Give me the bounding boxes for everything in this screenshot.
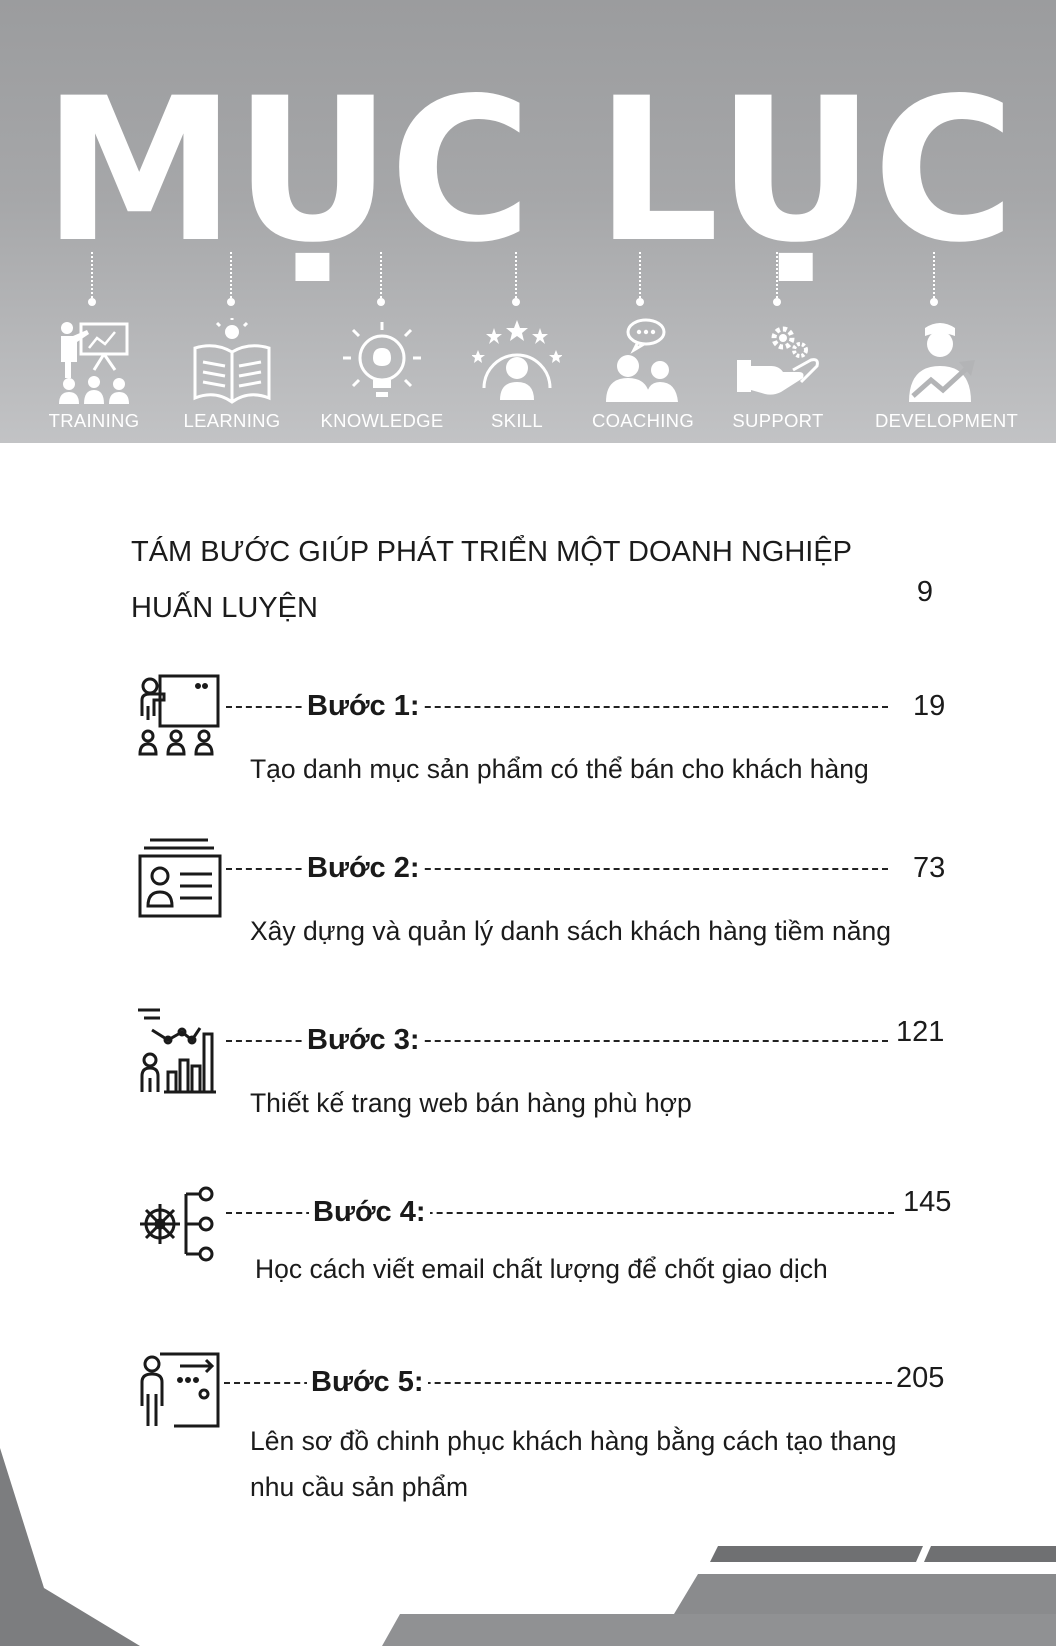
step-description — [250, 746, 910, 792]
connector-development — [933, 252, 935, 302]
category-knowledge — [317, 318, 447, 432]
step-label: Bước 2: — [303, 852, 424, 885]
toc-step-3[interactable] — [0, 1008, 1056, 1178]
intro-page-number: 9 — [916, 576, 934, 608]
category-coaching — [578, 318, 708, 432]
step-label: Bước 3: — [303, 1024, 424, 1057]
step-page-number: 73 — [913, 852, 946, 884]
step-description — [255, 1246, 915, 1292]
bottom-band-shape — [382, 1614, 1056, 1646]
step-description-line: Thiết kế trang web bán hàng phù hợp — [250, 1088, 692, 1118]
step-page-number: 145 — [903, 1186, 952, 1218]
step-description — [250, 908, 910, 954]
step-description-line: Học cách viết email chất lượng để chốt giao dịch — [255, 1254, 828, 1284]
connector-coaching — [639, 252, 641, 302]
coaching-chat-icon — [598, 318, 688, 408]
step-page-number: 121 — [896, 1016, 945, 1048]
connector-learning — [230, 252, 232, 302]
lightbulb-brain-icon — [337, 318, 427, 408]
category-label: COACHING — [591, 410, 695, 431]
category-label: SKILL — [491, 410, 543, 431]
page-title: MỤC LỤC — [42, 55, 1014, 286]
connector-support — [776, 252, 778, 302]
bottom-bar-right — [924, 1546, 1056, 1562]
category-label: LEARNING — [183, 410, 281, 431]
toc-step-5[interactable] — [0, 1350, 1056, 1520]
step-description — [250, 1080, 910, 1126]
person-board-icon — [138, 1350, 224, 1436]
category-label: DEVELOPMENT — [875, 410, 1019, 431]
toc-step-2[interactable] — [0, 836, 1056, 1006]
intro-title-line1: TÁM BƯỚC GIÚP PHÁT TRIỂN MỘT DOANH NGHIỆP — [131, 536, 853, 568]
step-label: Bước 5: — [307, 1366, 428, 1399]
header-banner — [0, 0, 1056, 443]
toc-step-4[interactable] — [0, 1180, 1056, 1350]
step-label: Bước 4: — [309, 1196, 430, 1229]
bottom-bar-left — [710, 1546, 923, 1562]
hand-gears-icon — [733, 318, 823, 408]
step-description-line: nhu cầu sản phẩm — [250, 1472, 469, 1502]
connector-training — [91, 252, 93, 302]
category-learning — [167, 318, 297, 432]
step-page-number: 19 — [913, 690, 946, 722]
step-description — [250, 1418, 910, 1510]
person-growth-icon — [895, 318, 985, 408]
intro-title-line2: HUẤN LUYỆN — [131, 592, 318, 624]
connector-skill — [515, 252, 517, 302]
category-training — [29, 318, 159, 432]
contact-card-icon — [138, 836, 224, 922]
category-development — [875, 318, 1019, 432]
step-description-line: Xây dựng và quản lý danh sách khách hàng tiềm năng — [250, 916, 891, 946]
category-label: SUPPORT — [732, 410, 824, 431]
category-label: TRAINING — [48, 410, 140, 431]
toc-intro-entry[interactable] — [131, 524, 852, 636]
category-skill — [452, 318, 582, 432]
step-label: Bước 1: — [303, 690, 424, 723]
category-support — [713, 318, 843, 432]
toc-step-1[interactable] — [0, 674, 1056, 844]
step-description-line: Tạo danh mục sản phẩm có thể bán cho khách hàng — [250, 754, 869, 784]
presentation-audience-icon — [138, 674, 224, 760]
training-icon — [49, 318, 139, 408]
analytics-chart-icon — [138, 1008, 224, 1094]
book-icon — [187, 318, 277, 408]
wheel-network-icon — [138, 1180, 224, 1266]
step-description-line: Lên sơ đồ chinh phục khách hàng bằng cách tạo thang — [250, 1426, 897, 1456]
category-label: KNOWLEDGE — [320, 410, 444, 431]
bottom-slab-shape — [674, 1574, 1056, 1614]
connector-knowledge — [380, 252, 382, 302]
person-stars-icon — [472, 318, 562, 408]
step-page-number: 205 — [896, 1362, 945, 1394]
